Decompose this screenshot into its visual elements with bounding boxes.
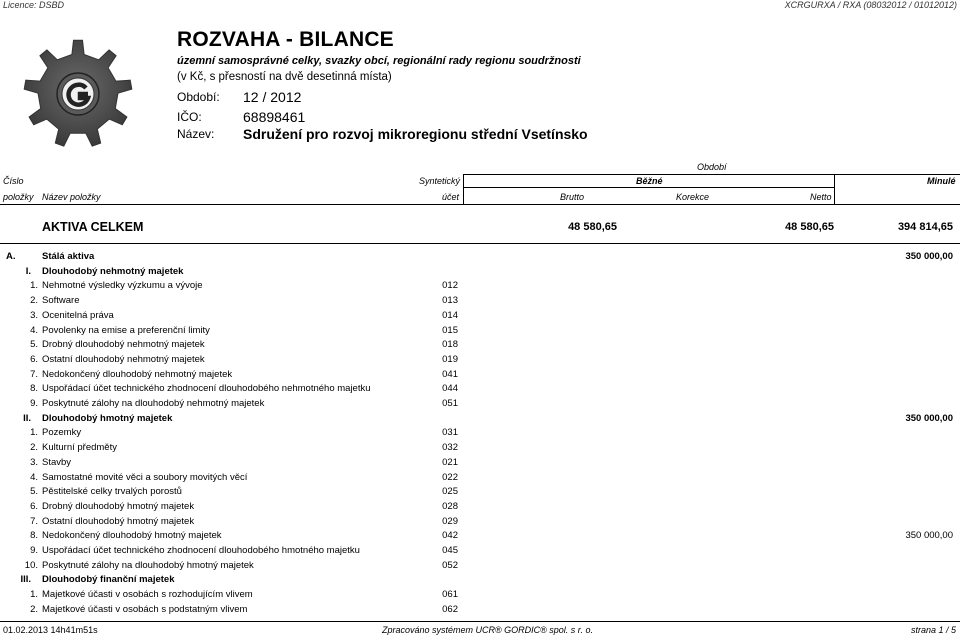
- row-number: 1.: [30, 280, 38, 292]
- header-bottom-line: [0, 204, 960, 205]
- row-label: Drobný dlouhodobý hmotný majetek: [42, 500, 195, 512]
- row-label: Samostatné movité věci a soubory movitých věcí: [42, 471, 248, 483]
- row-account: 051: [442, 398, 458, 409]
- row-number: I.: [25, 265, 31, 277]
- row-number: 2.: [30, 295, 38, 307]
- page-title: ROZVAHA - BILANCE: [177, 28, 394, 51]
- row-number: 4.: [30, 471, 38, 483]
- row-account: 061: [442, 589, 458, 601]
- name-label: Název:: [177, 127, 215, 141]
- row-label: Stálá aktiva: [42, 251, 95, 262]
- ico-value: 68898461: [243, 109, 306, 125]
- col-polozky: položky: [3, 192, 34, 202]
- name-value: Sdružení pro rozvoj mikroregionu střední Vsetínsko: [243, 126, 588, 142]
- footer-system: Zpracováno systémem UCR® GORDIC® spol. s r. o.: [382, 625, 593, 635]
- row-account: 044: [442, 383, 458, 395]
- total-minule: 394 814,65: [897, 221, 953, 233]
- row-number: II.: [23, 412, 31, 424]
- row-label: Stavby: [42, 456, 72, 468]
- gordic-gear-logo-icon: [22, 36, 134, 148]
- row-label: Ostatní dlouhodobý nehmotný majetek: [42, 353, 205, 365]
- row-number: 4.: [30, 324, 38, 336]
- row-label: Nedokončený dlouhodobý hmotný majetek: [42, 530, 222, 542]
- footer-page: strana 1 / 5: [910, 625, 956, 635]
- col-nazev: Název položky: [42, 192, 101, 202]
- table-row: [0, 472, 960, 486]
- col-korekce: Korekce: [676, 192, 710, 202]
- row-account: 052: [442, 559, 458, 571]
- row-number: 2.: [30, 603, 38, 615]
- table-row: [0, 325, 960, 339]
- row-label: Ocenitelná práva: [42, 309, 114, 321]
- row-number: 5.: [30, 486, 38, 498]
- row-account: 032: [442, 442, 458, 454]
- total-brutto: 48 580,65: [568, 221, 617, 233]
- table-row: [0, 295, 960, 309]
- footer-timestamp: 01.02.2013 14h41m51s: [3, 625, 98, 635]
- col-netto: Netto: [810, 192, 832, 202]
- col-obdobi: Období: [697, 162, 727, 172]
- row-account: 013: [442, 295, 458, 307]
- row-label: Dlouhodobý hmotný majetek: [42, 412, 173, 424]
- top-bar: [0, 0, 960, 11]
- table-row: [0, 383, 960, 397]
- total-label: AKTIVA CELKEM: [42, 220, 144, 234]
- row-account: 022: [442, 471, 458, 483]
- row-number: 3.: [30, 456, 38, 468]
- row-number: 6.: [30, 500, 38, 512]
- row-account: 021: [442, 456, 458, 468]
- row-account: 025: [442, 486, 458, 498]
- row-account: 019: [442, 353, 458, 365]
- row-number: 1.: [30, 427, 38, 439]
- row-account: 062: [442, 603, 458, 615]
- table-row: [0, 398, 960, 412]
- page-subtitle: územní samosprávné celky, svazky obcí, regionální rady regionu soudržnosti: [177, 55, 581, 67]
- row-account: 042: [442, 530, 458, 542]
- table-row: [0, 501, 960, 515]
- row-label: Dlouhodobý nehmotný majetek: [42, 265, 184, 277]
- row-account: 045: [442, 545, 458, 556]
- row-account: 041: [442, 368, 458, 380]
- row-number: 9.: [30, 398, 38, 409]
- period-value: 12 / 2012: [243, 89, 302, 105]
- table-row: [0, 589, 960, 603]
- ico-label: IČO:: [177, 110, 202, 124]
- col-separator: [834, 174, 835, 204]
- table-row: [0, 310, 960, 324]
- header-divider: [463, 174, 960, 175]
- row-value-minule: 350 000,00: [905, 530, 953, 542]
- row-label: Majetkové účasti v osobách s rozhodujícím vlivem: [42, 589, 253, 601]
- row-value-minule: 350 000,00: [905, 251, 953, 262]
- row-label: Drobný dlouhodobý nehmotný majetek: [42, 339, 205, 351]
- col-bezne: Běžné: [636, 176, 663, 186]
- row-label: Pozemky: [42, 427, 82, 439]
- row-number: 2.: [30, 442, 38, 454]
- row-label: Poskytnuté zálohy na dlouhodobý nehmotný majetek: [42, 398, 265, 409]
- row-number: 7.: [30, 368, 38, 380]
- period-label: Období:: [177, 90, 220, 104]
- bezne-divider: [463, 187, 834, 188]
- section-row: [0, 413, 960, 427]
- row-label: Poskytnuté zálohy na dlouhodobý hmotný majetek: [42, 559, 254, 571]
- row-label: Povolenky na emise a preferenční limity: [42, 324, 210, 336]
- table-row: [0, 530, 960, 544]
- row-number: 10.: [24, 559, 38, 571]
- table-row: [0, 560, 960, 574]
- footer: [0, 622, 960, 635]
- row-label: Majetkové účasti v osobách s podstatným vlivem: [42, 603, 248, 615]
- col-minule: Minulé: [927, 176, 956, 186]
- total-netto: 48 580,65: [785, 221, 834, 233]
- row-label: Kulturní předměty: [42, 442, 117, 454]
- table-row: [0, 604, 960, 618]
- section-row: [0, 266, 960, 280]
- table-row: [0, 516, 960, 530]
- table-row: [0, 442, 960, 456]
- total-bottom-line: [0, 243, 960, 244]
- row-account: 028: [442, 500, 458, 512]
- row-label: Uspořádací účet technického zhodnocení dlouhodobého hmotného majetku: [42, 545, 360, 556]
- row-label: Ostatní dlouhodobý hmotný majetek: [42, 515, 195, 527]
- row-account: 018: [442, 339, 458, 351]
- report-code: XCRGURXA / RXA (08032012 / 01012012): [784, 0, 957, 10]
- row-number: 8.: [30, 530, 38, 542]
- row-account: 014: [442, 309, 458, 321]
- licence-text: Licence: DSBD: [3, 0, 65, 10]
- row-label: Pěstitelské celky trvalých porostů: [42, 486, 182, 498]
- col-brutto: Brutto: [560, 192, 585, 202]
- category-row: [0, 251, 960, 265]
- row-value-minule: 350 000,00: [905, 412, 953, 424]
- units-note: (v Kč, s přesností na dvě desetinná místa): [177, 71, 392, 83]
- row-account: 029: [442, 515, 458, 527]
- table-row: [0, 545, 960, 559]
- row-label: Nehmotné výsledky výzkumu a vývoje: [42, 280, 203, 292]
- section-row: [0, 574, 960, 588]
- row-number: III.: [20, 574, 31, 586]
- row-number: 5.: [30, 339, 38, 351]
- row-number: 9.: [30, 545, 38, 556]
- table-row: [0, 354, 960, 368]
- table-row: [0, 339, 960, 353]
- table-row: [0, 457, 960, 471]
- col-synteticky: Syntetický: [419, 176, 461, 186]
- row-number: 8.: [30, 383, 38, 395]
- row-account: 031: [442, 427, 458, 439]
- row-number: A.: [6, 251, 16, 262]
- row-label: Nedokončený dlouhodobý nehmotný majetek: [42, 368, 233, 380]
- row-number: 6.: [30, 353, 38, 365]
- table-row: [0, 427, 960, 441]
- table-row: [0, 369, 960, 383]
- col-separator: [463, 174, 464, 204]
- col-ucet: účet: [442, 192, 460, 202]
- row-number: 1.: [30, 589, 38, 601]
- row-label: Dlouhodobý finanční majetek: [42, 574, 175, 586]
- row-account: 015: [442, 324, 458, 336]
- row-number: 7.: [30, 515, 38, 527]
- table-row: [0, 486, 960, 500]
- row-number: 3.: [30, 309, 38, 321]
- table-row: [0, 280, 960, 294]
- row-account: 012: [442, 280, 458, 292]
- row-label: Software: [42, 295, 80, 307]
- row-label: Uspořádací účet technického zhodnocení dlouhodobého nehmotného majetku: [42, 383, 371, 395]
- col-cislo: Číslo: [3, 176, 24, 186]
